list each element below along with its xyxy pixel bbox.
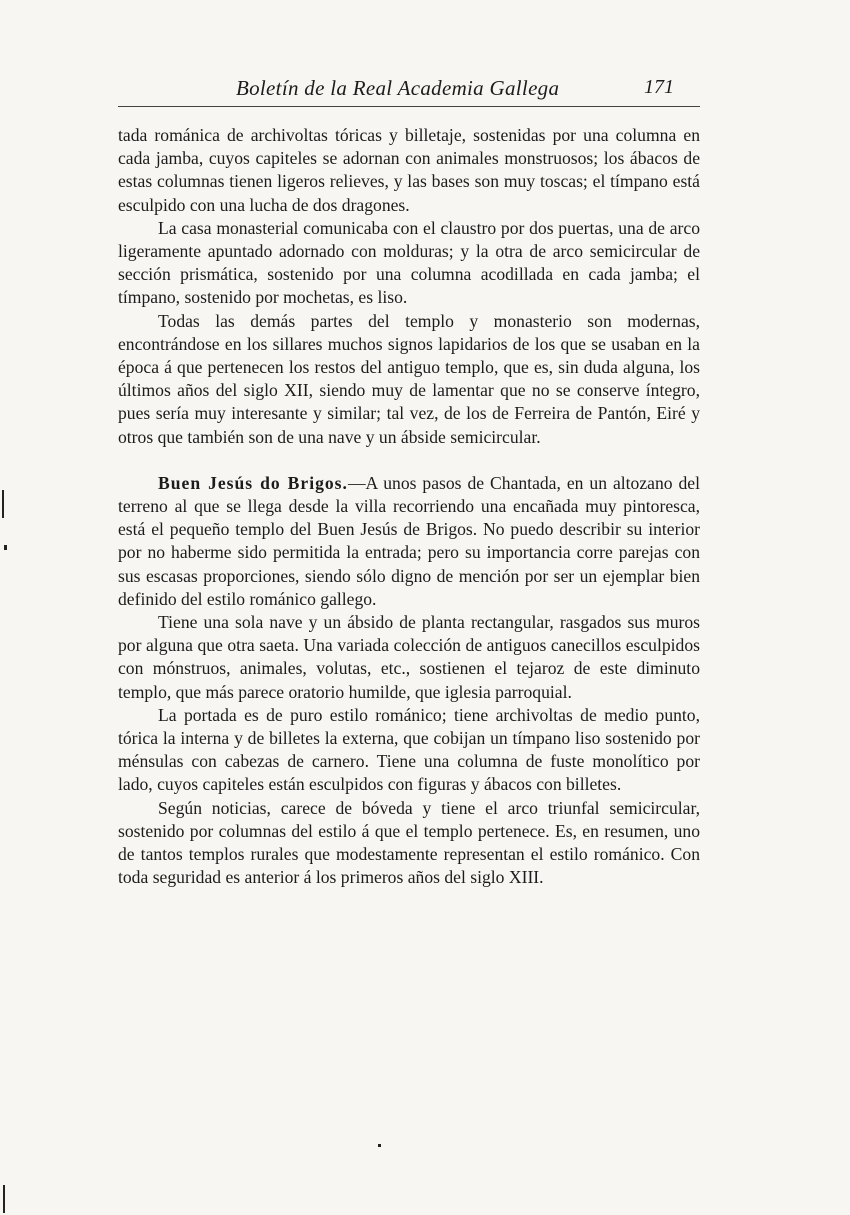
running-header (118, 76, 700, 107)
journal-title: Boletín de la Real Academia Gallega (236, 76, 560, 100)
body-text (118, 124, 700, 890)
page-number: 171 (644, 76, 674, 98)
scan-mark (4, 545, 7, 550)
paragraph: Todas las demás partes del templo y monasterio son modernas, encontrándose en los sillares muchos signos lapidarios de los que se usaban en la época á que pertenecen los restos del antiguo templo, que es, sin duda alguna, los últimos años del siglo XII, siendo muy de lamentar que no se conserve íntegro, pues sería muy interesante y similar; tal vez, de los de Ferreira de Pantón, Eiré y otros que también son de una nave y un ábside semicircular. (118, 310, 700, 447)
paragraph: La casa monasterial comunicaba con el claustro por dos puertas, una de arco ligeramente apuntado adornado con molduras; y la otra de arco semicircular de sección prismática, sostenido por una columna acodillada en cada jamba; el tímpano, sostenido por mochetas, es liso. (118, 217, 700, 308)
scan-mark (378, 1144, 381, 1147)
section-heading: Buen Jesús do Brigos. (158, 472, 348, 493)
paragraph: La portada es de puro estilo románico; tiene archivoltas de medio punto, tórica la interna y de billetes la externa, que cobijan un tímpano liso sostenido por ménsulas con cabezas de carnero. Tiene una columna de fuste monolítico por lado, cuyos capiteles están esculpidos con figuras y ábacos con billetes. (118, 704, 700, 795)
paragraph: tada románica de archivoltas tóricas y billetaje, sostenidas por una columna en cada jamba, cuyos capiteles se adornan con animales monstruosos; los ábacos de estas columnas tienen ligeros relieves, y las bases son muy toscas; el tímpano está esculpido con una lucha de dos dragones. (118, 125, 700, 215)
scan-mark (3, 1185, 5, 1213)
paragraph: Tiene una sola nave y un ábsido de planta rectangular, rasgados sus muros por alguna que otra saeta. Una variada colección de antiguos canecillos esculpidos con mónstruos, animales, volutas, etc., sostienen el tejaroz de este diminuto templo, que más parece oratorio humilde, que iglesia parroquial. (118, 612, 700, 702)
scan-mark (2, 490, 4, 518)
section-paragraph (118, 472, 700, 611)
paragraph: Según noticias, carece de bóveda y tiene el arco triunfal semicircular, sostenido por columnas del estilo á que el templo pertenece. Es, en resumen, uno de tantos templos rurales que modestamente representan el estilo románico. Con toda seguridad es anterior á los primeros años del siglo XIII. (118, 797, 700, 888)
section-lead: —A unos pasos de Chantada, en un altozano del terreno al que se llega desde la villa recorriendo una encañada muy pintoresca, está el pequeño templo del Buen Jesús de Brigos. No puedo describir su interior por no haberme sido permitida la entrada; pero su importancia corre parejas con sus escasas proporciones, siendo sólo digno de mención por ser un ejemplar bien definido del estilo románico gallego. (118, 472, 700, 609)
